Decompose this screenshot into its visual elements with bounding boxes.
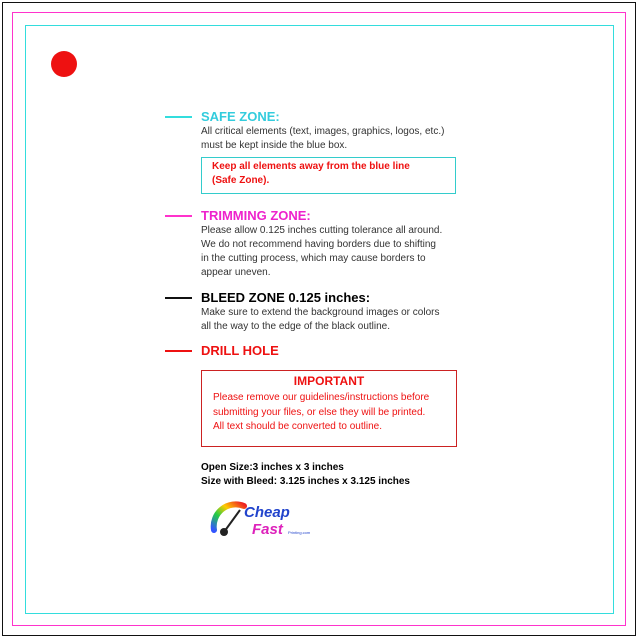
important-title: IMPORTANT (293, 374, 365, 388)
drill-hole-title: DRILL HOLE (201, 343, 279, 358)
safe-zone-description (201, 125, 444, 153)
trimming-zone-line-1: Please allow 0.125 inches cutting tolerance all around. (201, 225, 443, 236)
important-line-1: Please remove our guidelines/instructions before (213, 392, 430, 403)
trimming-zone-description (201, 224, 442, 280)
safe-zone-note-line-1: Keep all elements away from the blue line (212, 161, 410, 172)
safe-zone-note-line-2: (Safe Zone). (212, 175, 270, 186)
important-notice (201, 370, 457, 447)
bleed-zone-line-2: all the way to the edge of the black outline. (201, 321, 391, 332)
safe-zone-line-1: All critical elements (text, images, graphics, logos, etc.) (201, 126, 445, 137)
logo-small-text: Printing.com (288, 530, 311, 535)
bleed-zone-description (201, 306, 439, 334)
important-line-3: All text should be converted to outline. (213, 421, 382, 432)
bleed-zone-legend-line (165, 297, 192, 299)
important-body (213, 391, 429, 435)
trimming-zone-line-3: in the cutting process, which may cause borders to (201, 253, 426, 264)
logo-word-fast: Fast (252, 521, 283, 538)
trimming-zone-title: TRIMMING ZONE: (201, 208, 311, 223)
drill-hole-marker (51, 51, 77, 77)
safe-zone-legend-line (165, 116, 192, 118)
size-with-bleed: Size with Bleed: 3.125 inches x 3.125 inches (201, 476, 410, 487)
trimming-zone-line-4: appear uneven. (201, 267, 271, 278)
safe-zone-title: SAFE ZONE: (201, 109, 280, 124)
open-size: Open Size:3 inches x 3 inches (201, 462, 344, 473)
bleed-zone-line-1: Make sure to extend the background images or colors (201, 307, 440, 318)
cheapfast-printing-logo (210, 496, 330, 544)
important-line-2: submitting your files, or else they will be printed. (213, 406, 426, 418)
safe-zone-note (201, 157, 456, 194)
logo-word-cheap: Cheap (244, 504, 290, 521)
bleed-zone-title: BLEED ZONE 0.125 inches: (201, 290, 371, 305)
safe-zone-line-2: must be kept inside the blue box. (201, 140, 348, 151)
trimming-zone-legend-line (165, 215, 192, 217)
trimming-zone-line-2: We do not recommend having borders due to shifting (201, 239, 436, 250)
drill-hole-legend-line (165, 350, 192, 352)
